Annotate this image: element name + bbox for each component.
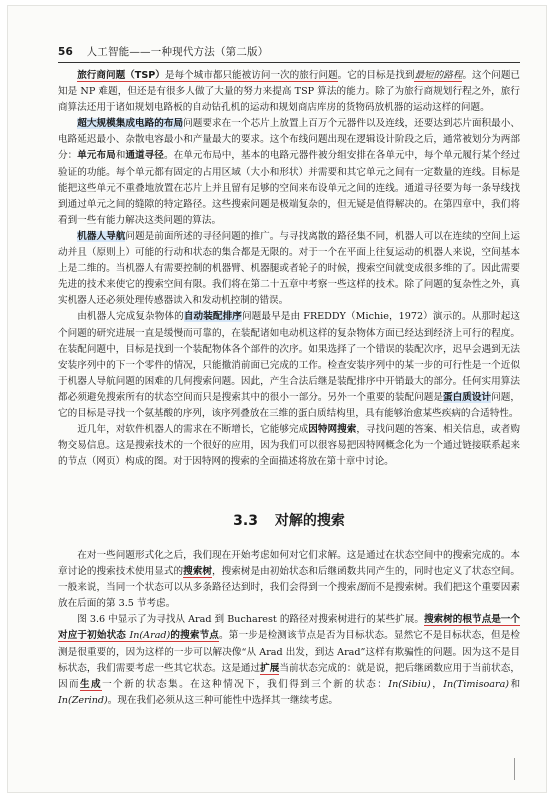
text-run: 图 3.6 中显示了为寻找从 Arad 到 Bucharest 的路径对搜索树进行的某些扩展。 <box>77 614 424 626</box>
paragraph <box>58 229 520 309</box>
paragraph <box>58 422 520 470</box>
text-run: 。它的目标是找到 <box>337 70 415 81</box>
text-run: 问题，它的目标是寻找一个氨基酸的序列，该序列叠放在三维的蛋白质结构里，具有能够治愈某些疾病的合适特性。 <box>58 391 521 419</box>
text-run: 的搜索节点 <box>170 630 220 642</box>
text-run: 一个新的状态集。在这种情况下，我们得到三个新的状态： <box>102 678 389 690</box>
text-run: In(Arad) <box>129 630 171 642</box>
text-run: ， <box>430 678 444 690</box>
text-run: 图 <box>356 582 367 594</box>
text-run: 近几年，对软件机器人的需求在不断增长，它能够完成 <box>77 424 309 436</box>
text-run: 问题要求在一个芯片上放置上百万个元器件以及连线，还要达到芯片面积最小、电路延迟最小、杂散电容最小和产量最大的要求。这个布线问题出现在逻辑设计阶段之后，通常被划分为两部分： <box>58 118 521 162</box>
text-run: 。第一步是检测该节点是否为目标状态。显然它不是目标状态，但是检测是很重要的，因为这样的一步可以解决像“从 Arad 出发，到达 Arad”这样有欺骗性的问题。因为这不是目标状态，我们需要考虑一些其它状态。这是通过 <box>58 630 521 674</box>
paragraph <box>58 116 520 229</box>
scan-margin-mark <box>514 758 515 780</box>
text-run: 自动装配排序 <box>183 311 242 323</box>
paragraph <box>58 68 520 116</box>
text-run: 。在单元布局中，基本的电路元器件被分组安排在各单元中，每个单元履行某个经过验证的功能。每个单元都有固定的占用区域（大小和形状）并需要和其它单元之间有一定数量的连线。目标是能把这些单元不重叠地放置在芯片上并且留有足够的空间来布设单元之间的连线。通道寻径要为每一条导线找到通过单元之间的缝隙的特定路径。这些搜索问题是极端复杂的，但无疑是值得解决的。在第四章中，我们将看到一些有能力解决这类问题的算法。 <box>58 150 521 226</box>
text-run: 是每个城市都只能被访问一次的旅行问题 <box>164 70 338 81</box>
text-run: 问题是前面所述的寻径问题的推广。与寻找离散的路径集不同，机器人可以在连续的空间上运动并且（原则上）可能的行动和状态的集合都是无限的。对于一个在平面上往复运动的机器人来说，空间基本上是二维的。当机器人有需要控制的机器臂、机器腿或者轮子的时候，搜索空间就变成很多维的了。因此需要先进的技术来使它的搜索空间有限。我们将在第二十五章中考察一些这样的技术。除了问题的复杂性之外，真实机器人还必须处理传感器读入和发动机控制的错误。 <box>58 230 521 307</box>
text-run: 蛋白质设计 <box>443 391 492 403</box>
text-run: In(Zerind) <box>58 694 108 706</box>
paragraph <box>58 548 520 612</box>
text-run: ，寻找问题的答案、相关信息，或者购物交易信息。这是搜索技术的一个很好的应用，因为我们可以很容易把因特网概念化为一个通过链接联系起来的节点（网页）构成的图。对于因特网的搜索的全面描述将放在第十章中讨论。 <box>58 424 521 468</box>
text-run: ，搜索树是由初始状态和后继函数共同产生的，同时也定义了状态空间。一般来说，当同一个状态可以从多条路径达到时，我们会得到一个搜索 <box>58 566 521 594</box>
page-number: 56 <box>58 46 74 58</box>
body-text-upper <box>58 68 520 470</box>
section-heading <box>58 510 520 530</box>
text-run: 搜索树 <box>183 566 213 578</box>
text-run: 在对一些问题形式化之后，我们现在开始考虑如何对它们求解。这是通过在状态空间中的搜索完成的。本章讨论的搜索技术使用显式的 <box>58 550 520 578</box>
text-run: In(Sibiu) <box>388 678 431 690</box>
text-run: 因特网搜索 <box>308 424 357 436</box>
paragraph <box>58 309 520 422</box>
text-run: 而不是搜索树。我们把这个重要因素放在后面的第 3.5 节考虑。 <box>58 582 521 610</box>
text-run: 由机器人完成复杂物体的 <box>77 311 184 323</box>
paragraph <box>58 612 520 709</box>
text-run: 当前状态完成的：就是说，把后继函数应用于当前状态，因而 <box>58 662 521 690</box>
text-run: 生成 <box>80 678 103 690</box>
text-run: In(Timisoara) <box>443 678 510 690</box>
section-title: 对解的搜索 <box>274 513 345 529</box>
text-run: 单元布局 <box>77 150 116 162</box>
running-title: 人工智能——一种现代方法（第二版） <box>86 46 269 58</box>
text-run: 搜索树的根节点是一个对应于初始状态 <box>58 614 520 642</box>
text-run: 和 <box>115 150 126 162</box>
section-number: 3.3 <box>233 513 258 529</box>
text-run: 问题最早是由 FREDDY（Michie，1972）演示的。从那时起这个问题的研究进展一直是缓慢而可靠的，在装配诸如电动机这样的复杂物体方面已经达到经济上可行的程度。在装配问题中，目标是找到一个装配物体各个部件的次序。如果选择了一个错误的装配次序，迟早会遇到无法安装序列中的下一个零件的情况，只能撤消前面已完成的工作。检查安装序列中的某一步的可行性是一个近似于机器人导航问题的困难的几何搜索问题。因此，产生合法后继是装配排序中开销最大的部分。任何实用算法都必须避免搜索所有的状态空间而只是搜索其中的很小一部分。另外一个重要的装配问题是 <box>58 311 521 403</box>
text-run: 扩展 <box>260 662 280 674</box>
text-run: 最短的路程 <box>414 70 463 81</box>
text-run: 。这个问题已知是 NP 难题，但还是有很多人做了大量的努力来提高 TSP 算法的能力。除了为旅行商规划行程之外，旅行商算法还用于诸如规划电路板的自动钻孔机的运动和规划商店库房的货物码放机器的运动这样的问题。 <box>58 70 521 114</box>
text-run: 旅行商问题（TSP） <box>77 70 165 81</box>
text-run: 和 <box>509 678 521 690</box>
text-run: 超大规模集成电路的布局 <box>77 118 184 130</box>
text-run: 。现在我们必须从这三种可能性中选择其一继续考虑。 <box>107 694 339 706</box>
header-rule <box>58 62 520 63</box>
running-header <box>58 44 508 59</box>
text-run: 机器人导航 <box>77 230 126 242</box>
text-run: 通道寻径 <box>125 150 164 162</box>
body-text-lower <box>58 548 520 709</box>
